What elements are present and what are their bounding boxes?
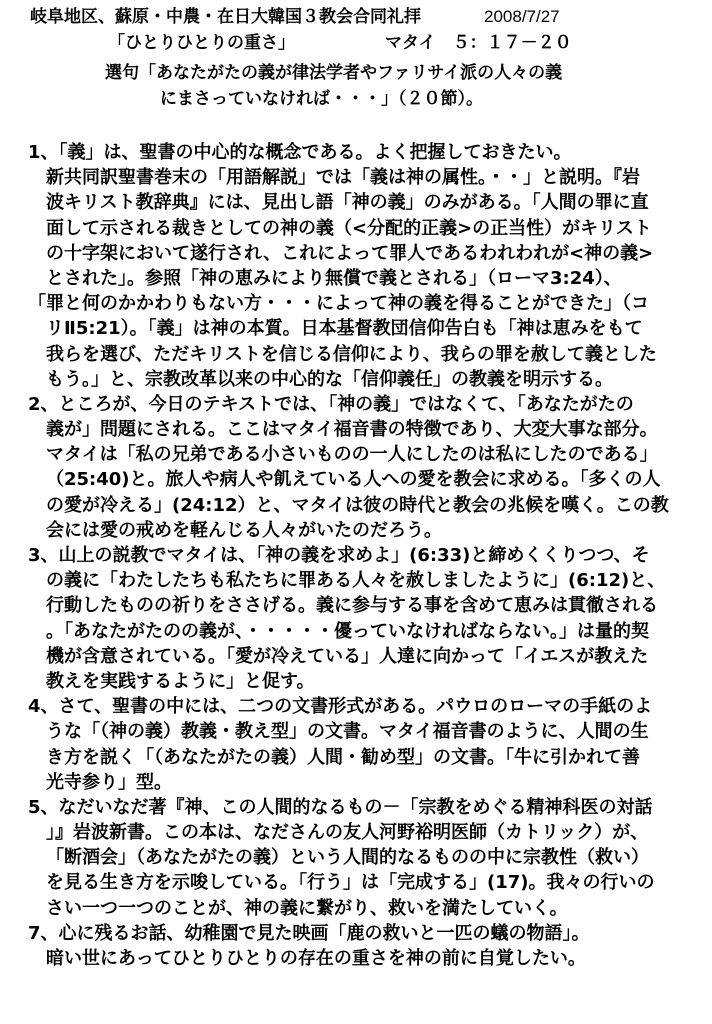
body-line: さい一つ一つのことが、神の義に繋がり、救いを満たしていく。 (46, 897, 568, 919)
body-line: マタイは「私の兄弟である小さいものの一人にしたのは私にしたのである」 (46, 444, 658, 466)
body-line: 「断酒会」（あなたがたの義）という人間的なるものの中に宗教性（救い） (46, 847, 649, 869)
body-line: 2、ところが、今日のテキストでは、「神の義」ではなくて、「あなたがたの (28, 393, 634, 415)
body-line: 新共同訳聖書巻末の「用語解説」では「義は神の属性。・・」と説明。『岩 (46, 167, 640, 189)
header-line-1 (30, 6, 421, 28)
body-line: 」』岩波新書。この本は、なださんの友人河野裕明医師（カトリック）が、 (46, 822, 649, 844)
body-line: を見る生き方を示唆している。「行う」は「完成する」(17)。我々の行いの (46, 872, 655, 894)
body-line: （25:40)と。旅人や病人や飢えている人への愛を教会に求める。「多くの人 (46, 469, 661, 491)
body-line: 4、さて、聖書の中には、二つの文書形式がある。パウロのローマの手紙のよ (28, 696, 653, 718)
body-line: 。「あなたがたのの義が、・・・・・優っていなければならない。」は量的契 (46, 620, 649, 642)
theme-line-1: 選句「あなたがたの義が律法学者やファリサイ派の人々の義 (105, 63, 563, 83)
body-line: 5、なだいなだ著『神、この人間的なるもの－「宗教をめぐる精神科医の対話 (28, 796, 653, 818)
body-line: の義に「わたしたちも私たちに罪ある人々を赦しましたように」(6:12)と、 (46, 570, 666, 592)
header-date: 2008/7/27 (484, 7, 560, 26)
body-line: 光寺参り」型。 (46, 771, 172, 793)
body-line: 機が含意されている。「愛が冷えている」人達に向かって「イエスが教えた (46, 645, 649, 667)
theme-line-2: にまさっていなければ・・・」（２０節）。 (160, 89, 483, 109)
body-line: 義が」問題にされる。ここはマタイ福音書の特徴であり、大変大事な部分。 (46, 419, 658, 441)
body-line: 我らを選び、ただキリストを信じる信仰により、我らの罪を赦して義とした (46, 343, 657, 365)
scripture-reference: マタイ ５：１７－２０ (385, 33, 572, 53)
body-line: 「罪と何のかかわりもない方・・・によって神の義を得ることができた」（コ (28, 293, 649, 315)
header-event: 岐阜地区、蘇原・中農・在日大韓国３教会合同礼拝 (30, 7, 421, 27)
sermon-title: 「ひとりひとりの重さ」 (108, 33, 295, 53)
body-line: 行動したものの祈りをささげる。義に参与する事を含めて恵みは貫徹される (46, 595, 658, 617)
body-line: 会には愛の戒めを軽んじる人々がいたのだろう。 (46, 519, 442, 541)
body-line: 面して示される裁きとしての神の義（<分配的正義>の正当性）がキリスト (46, 217, 652, 239)
body-line: 波キリスト教辞典』には、見出し語「神の義」のみがある。「人間の罪に直 (46, 192, 649, 214)
body-line: 暗い世にあってひとりひとりの存在の重さを神の前に自覚したい。 (46, 948, 586, 969)
body-line: 教えを実践するように」と促す。 (46, 670, 315, 692)
body-line: うな「（神の義）教義・教え型」の文書。マタイ福音書のように、人間の生 (46, 721, 649, 743)
body-line: の十字架において遂行され、これによって罪人であるわれわれが<神の義> (46, 242, 654, 264)
body-line: リⅡ5:21）。「義」は神の本質。日本基督教団信仰告白も「神は恵みをもて (46, 318, 643, 340)
body-line: とされた」。参照「神の恵みにより無償で義とされる」（ローマ3:24）、 (46, 267, 622, 289)
body-line: 3、山上の説教でマタイは、「神の義を求めよ」(6:33)と締めくくりつつ、そ (28, 545, 650, 566)
sermon-body (28, 140, 700, 971)
body-line: 1、「義」は、聖書の中心的な概念である。よく把握しておきたい。 (28, 142, 572, 163)
body-line: の愛が冷える」(24:12）と、マタイは彼の時代と教会の兆候を嘆く。この教 (46, 494, 669, 516)
body-line: き方を説く「（あなたがたの義）人間・勧め型」の文書。「牛に引かれて善 (46, 746, 640, 768)
body-line: もう。」と、宗教改革以来の中心的な「信仰義任」の教義を明示する。 (46, 368, 613, 390)
body-line: 7、心に残るお話、幼稚園で見た映画「鹿の救いと一匹の蟻の物語」。 (28, 922, 590, 944)
